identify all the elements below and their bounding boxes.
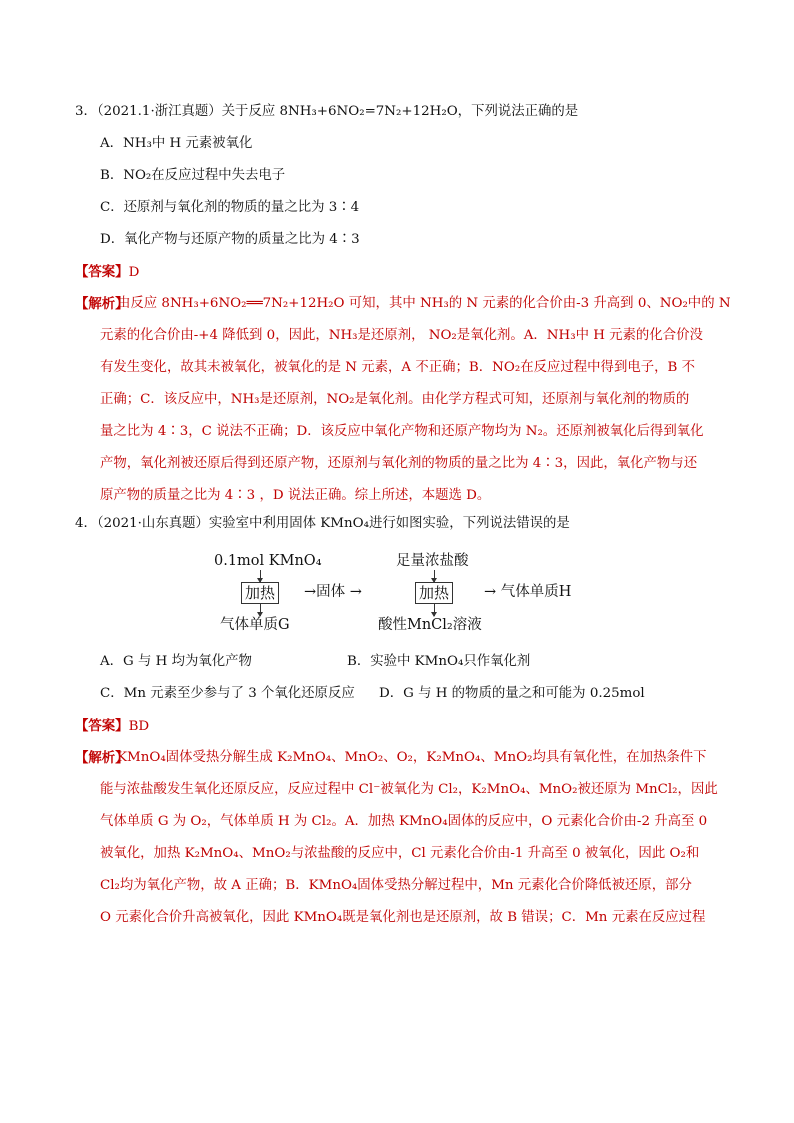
q3-analysis-line: 正确；C．该反应中，NH₃是还原剂，NO₂是氧化剂。由化学方程式可知，还原剂与氧化剂的物质的 — [100, 392, 690, 407]
q3-option-a: A．NH₃中 H 元素被氧化 — [100, 136, 253, 151]
answer-tag: 【答案】 — [75, 264, 129, 280]
q3-answer — [75, 262, 139, 283]
q3-option-c: C．还原剂与氧化剂的物质的量之比为 3∶4 — [100, 200, 360, 215]
down-arrow — [260, 604, 261, 616]
reagent-kmno4: 0.1mol KMnO₄ — [214, 553, 322, 569]
arrow-gas-h: → 气体单质H — [484, 584, 572, 600]
q4-option-a: A．G 与 H 均为氧化产物 — [100, 654, 252, 669]
heat-box-2: 加热 — [415, 582, 453, 604]
q4-analysis-line: 能与浓盐酸发生氧化还原反应，反应过程中 Cl⁻被氧化为 Cl₂，K₂MnO₄、MnO₂被还原为 MnCl₂，因此 — [100, 782, 718, 797]
q3-analysis-line: 量之比为 4∶3，C 说法不正确；D．该反应中氧化产物和还原产物均为 N₂。还原剂被氧化后得到氧化 — [100, 424, 704, 439]
reagent-hcl: 足量浓盐酸 — [396, 553, 469, 569]
answer-tag: 【答案】 — [75, 718, 129, 734]
q3-stem: 3．（2021.1·浙江真题）关于反应 8NH₃+6NO₂=7N₂+12H₂O，下列说法正确的是 — [75, 104, 579, 119]
answer-value: D — [128, 265, 140, 280]
q4-analysis-line: KMnO₄固体受热分解生成 K₂MnO₄、MnO₂、O₂，K₂MnO₄、MnO₂均具有氧化性，在加热条件下 — [117, 750, 707, 765]
answer-value: BD — [128, 719, 150, 734]
q4-analysis-line: Cl₂均为氧化产物，故 A 正确；B．KMnO₄固体受热分解过程中，Mn 元素化合价降低被还原，部分 — [100, 878, 692, 893]
experiment-flow-diagram — [210, 552, 590, 642]
q4-option-b: B．实验中 KMnO₄只作氧化剂 — [347, 654, 531, 669]
q3-analysis-line: 元素的化合价由-+4 降低到 0，因此，NH₃是还原剂， NO₂是氧化剂。A．NH₃中 H 元素的化合价没 — [100, 328, 703, 343]
q4-option-d: D．G 与 H 的物质的量之和可能为 0.25mol — [379, 686, 645, 701]
q4-analysis-line: O 元素化合价升高被氧化，因此 KMnO₄既是氧化剂也是还原剂，故 B 错误；C．Mn 元素在反应过程 — [100, 910, 706, 925]
mncl2-solution: 酸性MnCl₂溶液 — [378, 617, 482, 633]
down-arrow — [434, 570, 435, 582]
heat-box-1: 加热 — [241, 582, 279, 604]
q4-analysis-line: 被氧化，加热 K₂MnO₄、MnO₂与浓盐酸的反应中，Cl 元素化合价由-1 升高至 0 被氧化，因此 O₂和 — [100, 846, 700, 861]
down-arrow — [260, 570, 261, 582]
q4-stem: 4．（2021·山东真题）实验室中利用固体 KMnO₄进行如图实验，下列说法错误的是 — [75, 516, 570, 531]
gas-g: 气体单质G — [220, 617, 290, 633]
q3-analysis-line: 原产物的质量之比为 4∶3 ，D 说法正确。综上所述，本题选 D。 — [100, 488, 491, 503]
down-arrow — [434, 604, 435, 616]
q3-analysis-line: 产物，氧化剂被还原后得到还原产物，还原剂与氧化剂的物质的量之比为 4∶3，因此，氧化产物与还 — [100, 456, 698, 471]
q3-analysis-line: 有发生变化，故其未被氧化，被氧化的是 N 元素，A 不正确；B．NO₂在反应过程中得到电子，B 不 — [100, 360, 695, 375]
q4-analysis-line: 气体单质 G 为 O₂，气体单质 H 为 Cl₂。A．加热 KMnO₄固体的反应中，O 元素化合价由-2 升高至 0 — [100, 814, 708, 829]
q3-analysis-tag: 【解析】 — [75, 296, 129, 312]
q3-option-b: B．NO₂在反应过程中失去电子 — [100, 168, 286, 183]
q4-option-c: C．Mn 元素至少参与了 3 个氧化还原反应 — [100, 686, 355, 701]
q4-answer — [75, 716, 149, 737]
q4-analysis-tag: 【解析】 — [75, 750, 129, 766]
q3-analysis-line: 由反应 8NH₃+6NO₂══7N₂+12H₂O 可知，其中 NH₃的 N 元素的化合价由-3 升高到 0、NO₂中的 N — [117, 296, 731, 311]
q3-option-d: D．氧化产物与还原产物的质量之比为 4∶3 — [100, 232, 360, 247]
arrow-solid: →固体 → — [304, 584, 362, 600]
